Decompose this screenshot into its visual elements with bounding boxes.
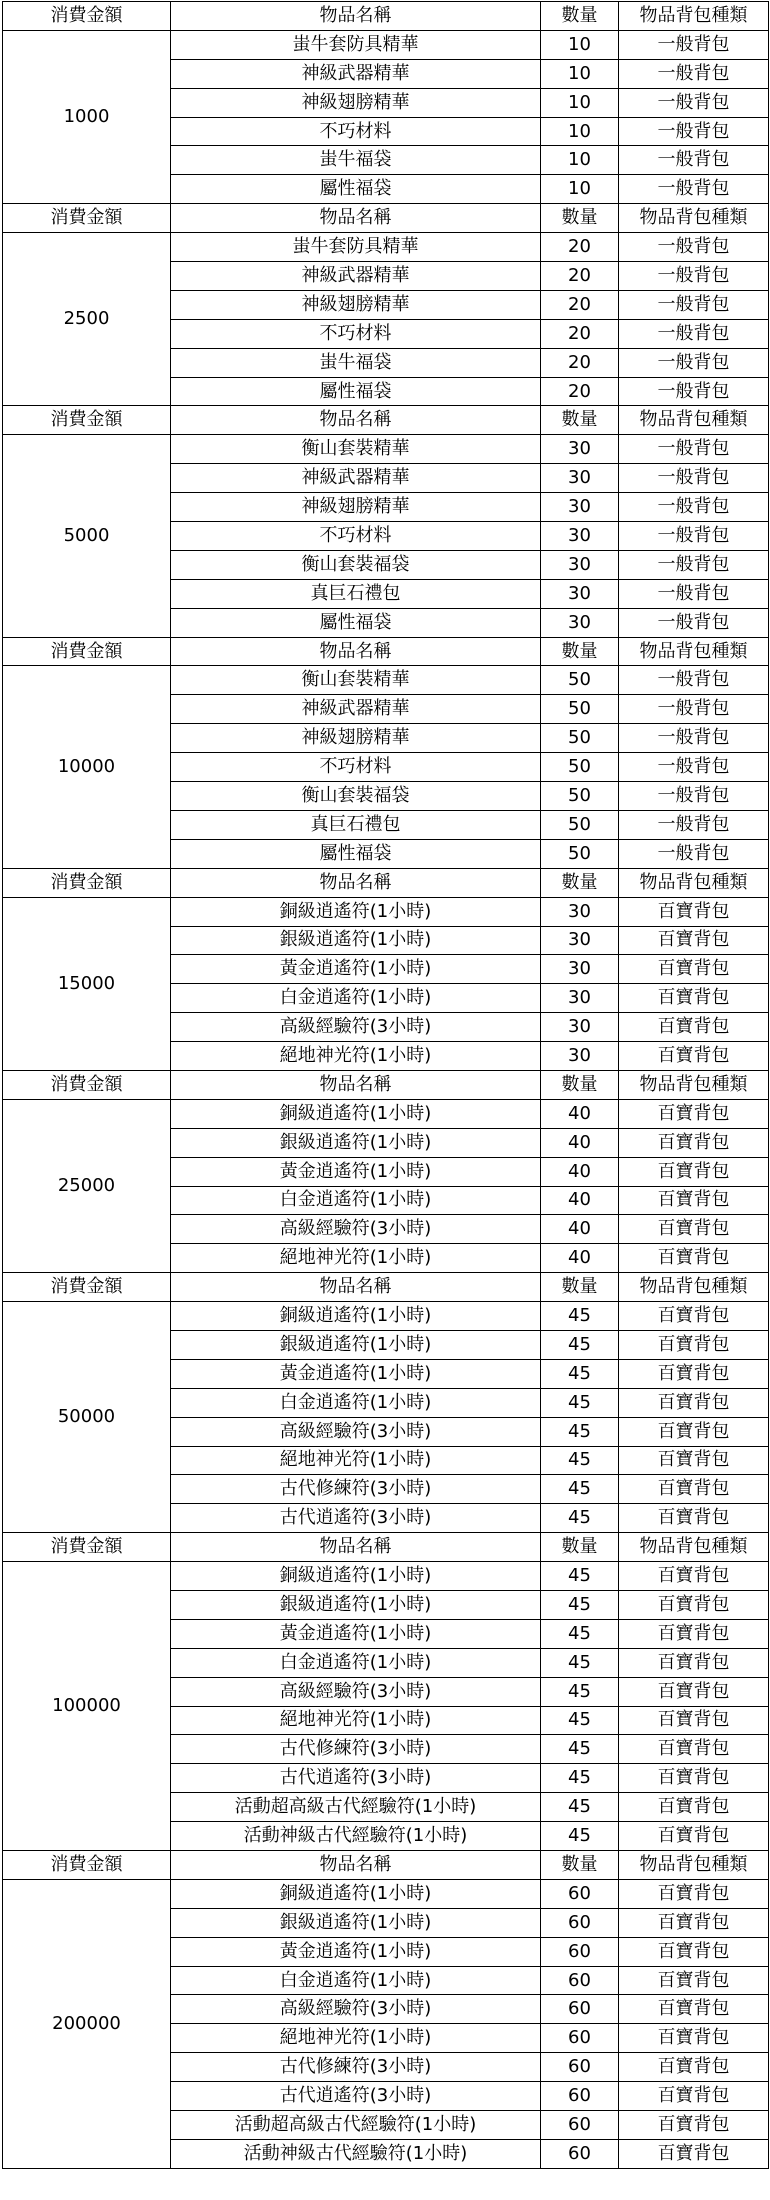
item-name-cell: 絕地神光符(1小時) [171,1706,541,1735]
bag-type-cell: 一般背包 [619,810,769,839]
quantity-cell: 10 [541,30,619,59]
item-name-cell: 古代逍遙符(3小時) [171,1504,541,1533]
item-name-cell: 衡山套裝精華 [171,666,541,695]
bag-type-cell: 百寶背包 [619,1330,769,1359]
item-name-cell: 活動超高級古代經驗符(1小時) [171,2111,541,2140]
quantity-cell: 20 [541,262,619,291]
quantity-cell: 60 [541,1879,619,1908]
header-item-name: 物品名稱 [171,1273,541,1302]
bag-type-cell: 百寶背包 [619,1879,769,1908]
reward-table-body [3,2,769,2169]
bag-type-cell: 百寶背包 [619,1908,769,1937]
quantity-cell: 50 [541,695,619,724]
table-row [3,435,769,464]
spend-amount-cell: 2500 [3,233,171,406]
item-name-cell: 屬性福袋 [171,175,541,204]
item-name-cell: 白金逍遙符(1小時) [171,984,541,1013]
item-name-cell: 黃金逍遙符(1小時) [171,1157,541,1186]
bag-type-cell: 百寶背包 [619,1706,769,1735]
item-name-cell: 銀級逍遙符(1小時) [171,1908,541,1937]
item-name-cell: 絕地神光符(1小時) [171,1446,541,1475]
item-name-cell: 絕地神光符(1小時) [171,2024,541,2053]
header-quantity: 數量 [541,1851,619,1880]
header-item-name: 物品名稱 [171,637,541,666]
header-amount: 消費金額 [3,2,171,31]
quantity-cell: 30 [541,1013,619,1042]
item-name-cell: 不巧材料 [171,319,541,348]
header-amount: 消費金額 [3,406,171,435]
header-quantity: 數量 [541,1273,619,1302]
item-name-cell: 高級經驗符(3小時) [171,1995,541,2024]
item-name-cell: 不巧材料 [171,753,541,782]
spend-amount-cell: 15000 [3,897,171,1070]
item-name-cell: 蚩牛套防具精華 [171,233,541,262]
bag-type-cell: 百寶背包 [619,1417,769,1446]
quantity-cell: 45 [541,1388,619,1417]
item-name-cell: 蚩牛套防具精華 [171,30,541,59]
item-name-cell: 高級經驗符(3小時) [171,1417,541,1446]
header-bag-type: 物品背包種類 [619,1533,769,1562]
header-row [3,2,769,31]
bag-type-cell: 百寶背包 [619,1966,769,1995]
item-name-cell: 銀級逍遙符(1小時) [171,1590,541,1619]
bag-type-cell: 一般背包 [619,666,769,695]
bag-type-cell: 百寶背包 [619,1013,769,1042]
quantity-cell: 30 [541,579,619,608]
quantity-cell: 20 [541,348,619,377]
bag-type-cell: 一般背包 [619,377,769,406]
header-row [3,1533,769,1562]
item-name-cell: 衡山套裝精華 [171,435,541,464]
item-name-cell: 銅級逍遙符(1小時) [171,897,541,926]
quantity-cell: 50 [541,724,619,753]
header-bag-type: 物品背包種類 [619,868,769,897]
quantity-cell: 30 [541,550,619,579]
quantity-cell: 40 [541,1128,619,1157]
bag-type-cell: 百寶背包 [619,1504,769,1533]
quantity-cell: 10 [541,146,619,175]
item-name-cell: 不巧材料 [171,522,541,551]
bag-type-cell: 一般背包 [619,175,769,204]
table-row [3,897,769,926]
item-name-cell: 絕地神光符(1小時) [171,1244,541,1273]
item-name-cell: 神級武器精華 [171,262,541,291]
item-name-cell: 銀級逍遙符(1小時) [171,1128,541,1157]
bag-type-cell: 百寶背包 [619,1590,769,1619]
bag-type-cell: 一般背包 [619,59,769,88]
header-item-name: 物品名稱 [171,204,541,233]
header-row [3,868,769,897]
header-amount: 消費金額 [3,1851,171,1880]
item-name-cell: 黃金逍遙符(1小時) [171,1359,541,1388]
quantity-cell: 60 [541,2082,619,2111]
header-bag-type: 物品背包種類 [619,204,769,233]
quantity-cell: 30 [541,897,619,926]
quantity-cell: 20 [541,319,619,348]
item-name-cell: 蚩牛福袋 [171,348,541,377]
header-bag-type: 物品背包種類 [619,637,769,666]
header-quantity: 數量 [541,406,619,435]
header-item-name: 物品名稱 [171,406,541,435]
bag-type-cell: 百寶背包 [619,1822,769,1851]
item-name-cell: 古代逍遙符(3小時) [171,1764,541,1793]
quantity-cell: 30 [541,984,619,1013]
bag-type-cell: 一般背包 [619,550,769,579]
bag-type-cell: 百寶背包 [619,1128,769,1157]
item-name-cell: 白金逍遙符(1小時) [171,1966,541,1995]
item-name-cell: 不巧材料 [171,117,541,146]
header-quantity: 數量 [541,637,619,666]
bag-type-cell: 一般背包 [619,30,769,59]
table-row [3,1879,769,1908]
header-quantity: 數量 [541,1070,619,1099]
header-item-name: 物品名稱 [171,1070,541,1099]
item-name-cell: 銀級逍遙符(1小時) [171,1330,541,1359]
item-name-cell: 銅級逍遙符(1小時) [171,1099,541,1128]
bag-type-cell: 百寶背包 [619,1388,769,1417]
quantity-cell: 45 [541,1359,619,1388]
bag-type-cell: 百寶背包 [619,1995,769,2024]
quantity-cell: 60 [541,1908,619,1937]
item-name-cell: 衡山套裝福袋 [171,782,541,811]
quantity-cell: 30 [541,464,619,493]
bag-type-cell: 一般背包 [619,608,769,637]
bag-type-cell: 百寶背包 [619,1042,769,1071]
quantity-cell: 45 [541,1793,619,1822]
quantity-cell: 45 [541,1446,619,1475]
spend-amount-cell: 25000 [3,1099,171,1272]
quantity-cell: 60 [541,2139,619,2168]
header-item-name: 物品名稱 [171,1851,541,1880]
table-row [3,1302,769,1331]
bag-type-cell: 一般背包 [619,753,769,782]
quantity-cell: 30 [541,926,619,955]
quantity-cell: 60 [541,1937,619,1966]
quantity-cell: 40 [541,1157,619,1186]
header-amount: 消費金額 [3,1070,171,1099]
header-amount: 消費金額 [3,1273,171,1302]
header-quantity: 數量 [541,868,619,897]
spend-amount-cell: 100000 [3,1562,171,1851]
bag-type-cell: 一般背包 [619,319,769,348]
bag-type-cell: 百寶背包 [619,1099,769,1128]
bag-type-cell: 一般背包 [619,579,769,608]
header-row [3,1273,769,1302]
item-name-cell: 絕地神光符(1小時) [171,1042,541,1071]
bag-type-cell: 一般背包 [619,435,769,464]
bag-type-cell: 一般背包 [619,233,769,262]
bag-type-cell: 百寶背包 [619,1446,769,1475]
bag-type-cell: 一般背包 [619,493,769,522]
item-name-cell: 黃金逍遙符(1小時) [171,1619,541,1648]
item-name-cell: 真巨石禮包 [171,579,541,608]
spend-amount-cell: 1000 [3,30,171,203]
quantity-cell: 45 [541,1735,619,1764]
quantity-cell: 40 [541,1215,619,1244]
bag-type-cell: 一般背包 [619,146,769,175]
spend-amount-cell: 5000 [3,435,171,637]
header-row [3,204,769,233]
item-name-cell: 神級武器精華 [171,464,541,493]
bag-type-cell: 一般背包 [619,464,769,493]
quantity-cell: 10 [541,59,619,88]
quantity-cell: 30 [541,435,619,464]
bag-type-cell: 百寶背包 [619,2139,769,2168]
item-name-cell: 銅級逍遙符(1小時) [171,1879,541,1908]
item-name-cell: 神級翅膀精華 [171,88,541,117]
table-row [3,1099,769,1128]
header-quantity: 數量 [541,1533,619,1562]
item-name-cell: 黃金逍遙符(1小時) [171,955,541,984]
bag-type-cell: 百寶背包 [619,955,769,984]
item-name-cell: 衡山套裝福袋 [171,550,541,579]
bag-type-cell: 百寶背包 [619,1677,769,1706]
quantity-cell: 10 [541,117,619,146]
spend-amount-cell: 50000 [3,1302,171,1533]
bag-type-cell: 百寶背包 [619,897,769,926]
quantity-cell: 45 [541,1706,619,1735]
item-name-cell: 銀級逍遙符(1小時) [171,926,541,955]
item-name-cell: 古代修練符(3小時) [171,2053,541,2082]
bag-type-cell: 百寶背包 [619,1937,769,1966]
quantity-cell: 45 [541,1590,619,1619]
bag-type-cell: 一般背包 [619,262,769,291]
quantity-cell: 45 [541,1302,619,1331]
spend-amount-cell: 200000 [3,1879,171,2168]
bag-type-cell: 一般背包 [619,839,769,868]
item-name-cell: 白金逍遙符(1小時) [171,1648,541,1677]
bag-type-cell: 一般背包 [619,348,769,377]
bag-type-cell: 百寶背包 [619,2053,769,2082]
quantity-cell: 50 [541,810,619,839]
item-name-cell: 神級翅膀精華 [171,493,541,522]
bag-type-cell: 百寶背包 [619,1215,769,1244]
bag-type-cell: 百寶背包 [619,984,769,1013]
item-name-cell: 白金逍遙符(1小時) [171,1186,541,1215]
bag-type-cell: 百寶背包 [619,926,769,955]
item-name-cell: 古代修練符(3小時) [171,1735,541,1764]
header-amount: 消費金額 [3,868,171,897]
header-quantity: 數量 [541,204,619,233]
item-name-cell: 神級翅膀精華 [171,290,541,319]
item-name-cell: 銅級逍遙符(1小時) [171,1562,541,1591]
header-bag-type: 物品背包種類 [619,406,769,435]
quantity-cell: 20 [541,233,619,262]
bag-type-cell: 一般背包 [619,724,769,753]
quantity-cell: 20 [541,377,619,406]
quantity-cell: 60 [541,2024,619,2053]
header-bag-type: 物品背包種類 [619,1851,769,1880]
bag-type-cell: 一般背包 [619,117,769,146]
item-name-cell: 古代逍遙符(3小時) [171,2082,541,2111]
bag-type-cell: 百寶背包 [619,2082,769,2111]
item-name-cell: 屬性福袋 [171,839,541,868]
table-row [3,30,769,59]
bag-type-cell: 百寶背包 [619,1244,769,1273]
quantity-cell: 30 [541,955,619,984]
bag-type-cell: 百寶背包 [619,1157,769,1186]
quantity-cell: 45 [541,1504,619,1533]
bag-type-cell: 百寶背包 [619,1793,769,1822]
quantity-cell: 50 [541,782,619,811]
item-name-cell: 古代修練符(3小時) [171,1475,541,1504]
quantity-cell: 45 [541,1475,619,1504]
header-amount: 消費金額 [3,1533,171,1562]
item-name-cell: 黃金逍遙符(1小時) [171,1937,541,1966]
quantity-cell: 45 [541,1764,619,1793]
header-row [3,1851,769,1880]
quantity-cell: 45 [541,1562,619,1591]
header-row [3,637,769,666]
bag-type-cell: 一般背包 [619,695,769,724]
quantity-cell: 60 [541,1966,619,1995]
bag-type-cell: 百寶背包 [619,1359,769,1388]
item-name-cell: 神級武器精華 [171,695,541,724]
bag-type-cell: 一般背包 [619,88,769,117]
quantity-cell: 50 [541,666,619,695]
table-row [3,1562,769,1591]
quantity-cell: 45 [541,1619,619,1648]
quantity-cell: 10 [541,175,619,204]
bag-type-cell: 百寶背包 [619,1648,769,1677]
header-quantity: 數量 [541,2,619,31]
quantity-cell: 50 [541,753,619,782]
header-amount: 消費金額 [3,637,171,666]
header-bag-type: 物品背包種類 [619,1070,769,1099]
quantity-cell: 45 [541,1677,619,1706]
header-item-name: 物品名稱 [171,868,541,897]
item-name-cell: 真巨石禮包 [171,810,541,839]
bag-type-cell: 百寶背包 [619,1562,769,1591]
table-row [3,666,769,695]
bag-type-cell: 一般背包 [619,782,769,811]
bag-type-cell: 百寶背包 [619,1619,769,1648]
header-item-name: 物品名稱 [171,1533,541,1562]
quantity-cell: 45 [541,1648,619,1677]
item-name-cell: 蚩牛福袋 [171,146,541,175]
bag-type-cell: 百寶背包 [619,2111,769,2140]
quantity-cell: 45 [541,1822,619,1851]
header-bag-type: 物品背包種類 [619,1273,769,1302]
quantity-cell: 10 [541,88,619,117]
bag-type-cell: 百寶背包 [619,1475,769,1504]
bag-type-cell: 百寶背包 [619,1764,769,1793]
bag-type-cell: 一般背包 [619,290,769,319]
quantity-cell: 40 [541,1099,619,1128]
bag-type-cell: 百寶背包 [619,1186,769,1215]
spending-reward-table [2,1,769,2169]
quantity-cell: 45 [541,1417,619,1446]
header-amount: 消費金額 [3,204,171,233]
item-name-cell: 高級經驗符(3小時) [171,1215,541,1244]
item-name-cell: 活動神級古代經驗符(1小時) [171,2139,541,2168]
item-name-cell: 活動超高級古代經驗符(1小時) [171,1793,541,1822]
bag-type-cell: 百寶背包 [619,1302,769,1331]
spend-amount-cell: 10000 [3,666,171,868]
quantity-cell: 30 [541,522,619,551]
item-name-cell: 活動神級古代經驗符(1小時) [171,1822,541,1851]
table-row [3,233,769,262]
item-name-cell: 高級經驗符(3小時) [171,1013,541,1042]
item-name-cell: 屬性福袋 [171,608,541,637]
bag-type-cell: 百寶背包 [619,1735,769,1764]
quantity-cell: 40 [541,1186,619,1215]
quantity-cell: 50 [541,839,619,868]
item-name-cell: 屬性福袋 [171,377,541,406]
quantity-cell: 40 [541,1244,619,1273]
quantity-cell: 60 [541,1995,619,2024]
item-name-cell: 白金逍遙符(1小時) [171,1388,541,1417]
quantity-cell: 30 [541,493,619,522]
header-row [3,1070,769,1099]
item-name-cell: 高級經驗符(3小時) [171,1677,541,1706]
bag-type-cell: 一般背包 [619,522,769,551]
item-name-cell: 神級武器精華 [171,59,541,88]
header-item-name: 物品名稱 [171,2,541,31]
quantity-cell: 45 [541,1330,619,1359]
quantity-cell: 30 [541,608,619,637]
quantity-cell: 60 [541,2111,619,2140]
quantity-cell: 20 [541,290,619,319]
header-bag-type: 物品背包種類 [619,2,769,31]
item-name-cell: 神級翅膀精華 [171,724,541,753]
quantity-cell: 60 [541,2053,619,2082]
item-name-cell: 銅級逍遙符(1小時) [171,1302,541,1331]
quantity-cell: 30 [541,1042,619,1071]
header-row [3,406,769,435]
bag-type-cell: 百寶背包 [619,2024,769,2053]
